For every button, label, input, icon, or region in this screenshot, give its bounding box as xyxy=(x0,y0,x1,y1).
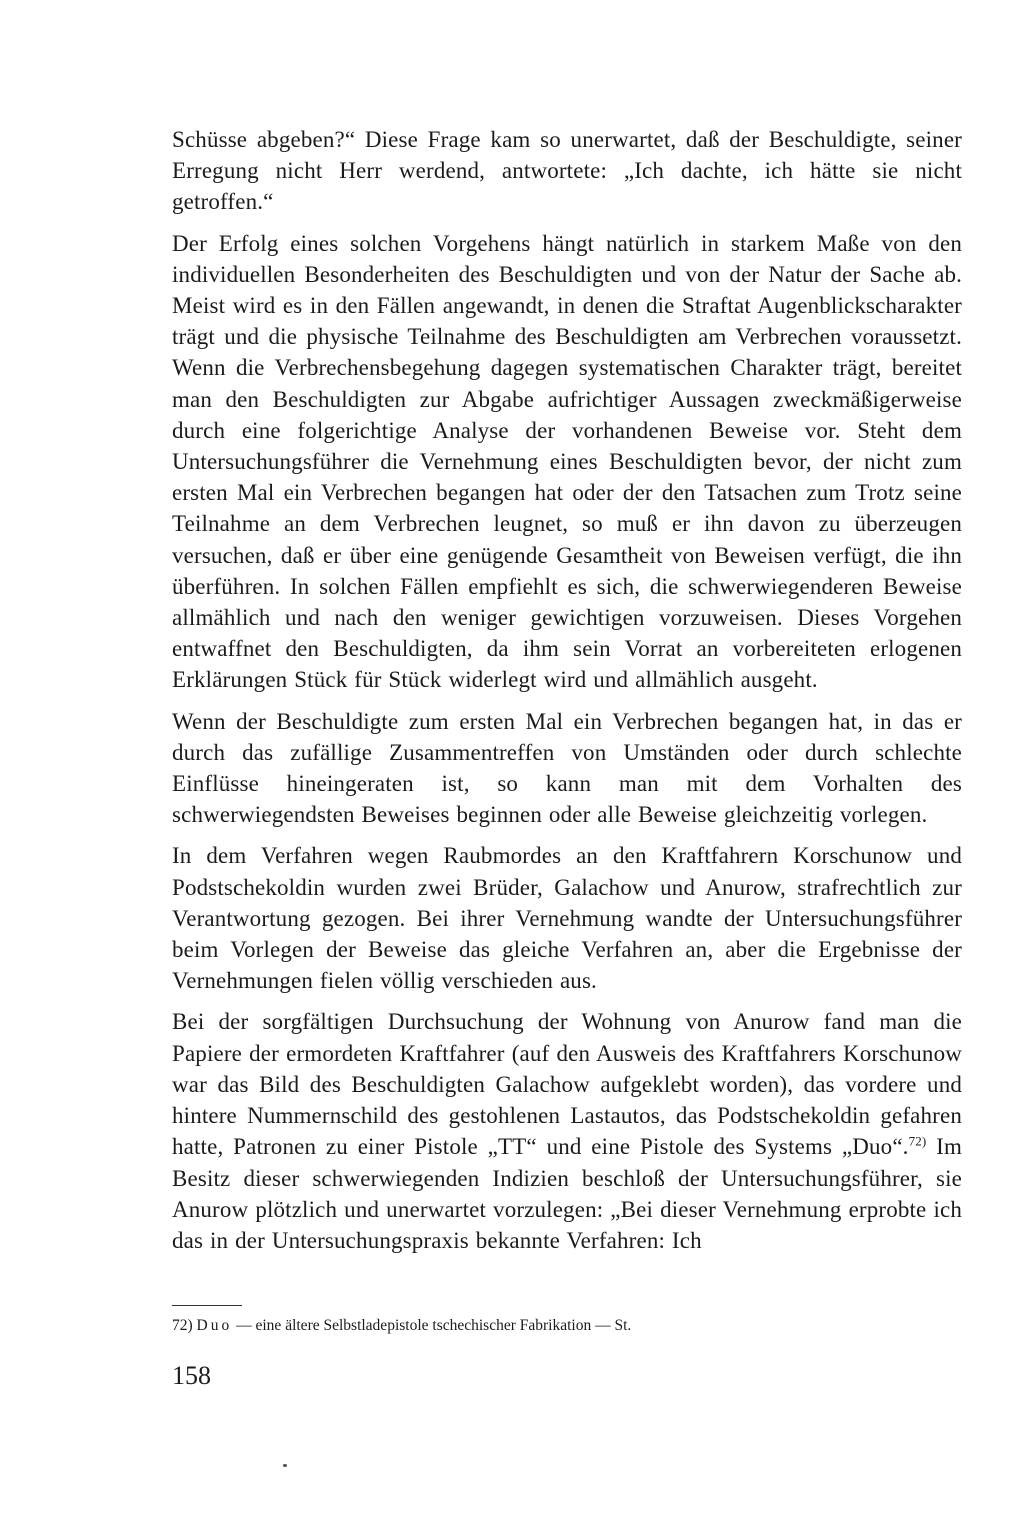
paragraph-5-text-before-note: Bei der sorgfältigen Durchsuchung der Wohnung von Anurow fand man die Papiere der ermordeten Kraftfahrer (auf den Ausweis des Kraftfahrers Korschunow war das Bild des Beschuldigten Galachow aufgeklebt worden), das vordere und hintere Nummernschild des gestohlenen Lastautos, das Podstschekoldin gefahren hatte, Patronen zu einer Pistole „TT“ und eine Pistole des Systems „Duo“. xyxy=(172,1009,962,1160)
paragraph-4: In dem Verfahren wegen Raubmordes an den Kraftfahrern Korschunow und Podstschekoldin wurden zwei Brüder, Galachow und Anurow, strafrechtlich zur Verantwortung gezogen. Bei ihrer Vernehmung wandte der Untersuchungsführer beim Vorlegen der Beweise das gleiche Verfahren an, aber die Ergebnisse der Vernehmungen fielen völlig verschieden aus. xyxy=(172,843,962,994)
paragraph-1: Schüsse abgeben?“ Diese Frage kam so unerwartet, daß der Beschuldigte, seiner Erregung nicht Herr werdend, antwortete: „Ich dachte, ich hätte sie nicht getroffen.“ xyxy=(172,127,962,215)
paragraph-2: Der Erfolg eines solchen Vorgehens hängt natürlich in starkem Maße von den individuellen Besonderheiten des Beschuldigten und von der Natur der Sache ab. Meist wird es in den Fällen angewandt, in denen die Straftat Augenblickscharakter trägt und die physische Teilnahme des Beschuldigten am Verbrechen voraussetzt. Wenn die Verbrechensbegehung dagegen systematischen Charakter trägt, bereitet man den Beschuldigten zur Abgabe aufrichtiger Aussagen zweckmäßigerweise durch eine folgerichtige Analyse der vorhandenen Beweise vor. Steht dem Untersuchungsführer die Vernehmung eines Beschuldigten bevor, der nicht zum ersten Mal ein Verbrechen begangen hat oder der den Tatsachen zum Trotz seine Teilnahme an dem Verbrechen leugnet, so muß er ihn davon zu überzeugen versuchen, daß er über eine genügende Gesamtheit von Beweisen verfügt, die ihn überführen. In solchen Fällen empfiehlt es sich, die schwerwiegenderen Beweise allmählich und nach den weniger gewichtigen vorzuweisen. Dieses Vorgehen entwaffnet den Beschuldigten, da ihm sein Vorrat an vorbereiteten erlogenen Erklärungen Stück für Stück widerlegt wird und allmählich ausgeht. xyxy=(172,230,962,693)
body-text xyxy=(172,124,962,1266)
paragraph-5-text-after-note: Im Besitz dieser schwerwiegenden Indizien beschloß der Untersuchungsführer, sie Anurow plötzlich und unerwartet vorzulegen: „Bei dieser Vernehmung erprobte ich das in der Untersuchungspraxis bekannte Verfahren: Ich xyxy=(172,1134,963,1253)
footnote-term: Duo xyxy=(196,1317,233,1334)
scan-speck xyxy=(283,1464,287,1467)
footnote-number: 72) xyxy=(172,1317,193,1334)
footnote-divider xyxy=(172,1305,242,1306)
paragraph-5 xyxy=(172,1006,962,1256)
page-number: 158 xyxy=(172,1361,211,1390)
footnote-reference: 72) xyxy=(908,1133,927,1149)
footnote xyxy=(172,1316,631,1336)
paragraph-3: Wenn der Beschuldigte zum ersten Mal ein Verbrechen begangen hat, in das er durch das zufällige Zusammentreffen von Umständen oder durch schlechte Einflüsse hineingeraten ist, so kann man mit dem Vorhalten des schwerwiegendsten Beweises beginnen oder alle Beweise gleichzeitig vorlegen. xyxy=(172,708,962,828)
footnote-text: — eine ältere Selbstladepistole tschechischer Fabrikation — St. xyxy=(232,1317,632,1334)
